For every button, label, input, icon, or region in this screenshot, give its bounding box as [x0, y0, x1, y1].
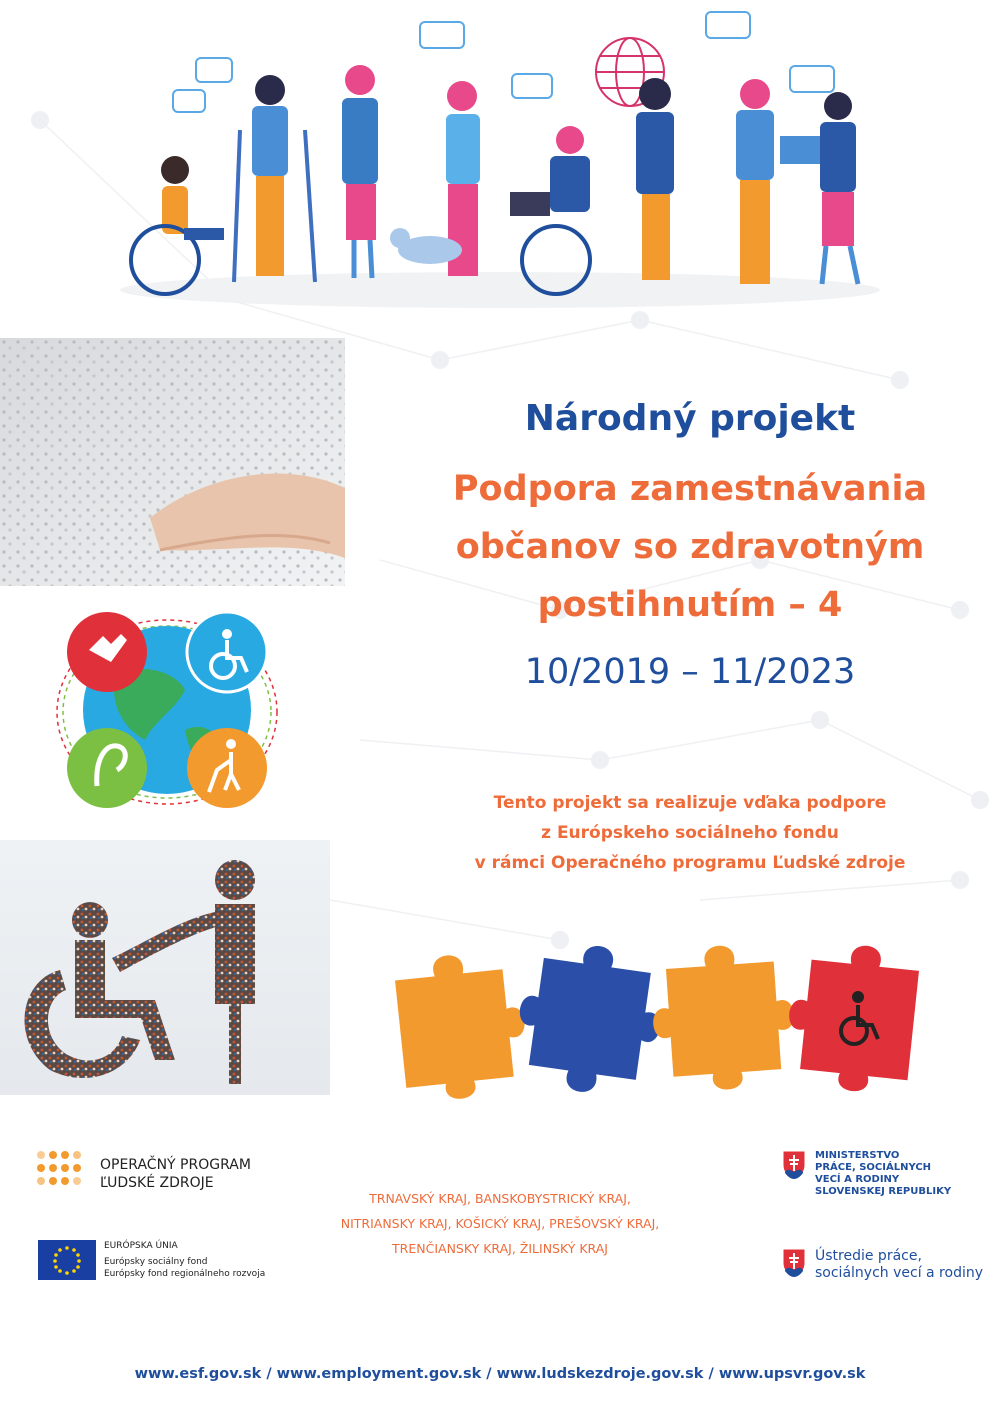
- upsvr-line: Ústredie práce,: [815, 1248, 922, 1264]
- regions-line: TRENČIANSKY KRAJ, ŽILINSKÝ KRAJ: [392, 1241, 608, 1256]
- person-crutches: [234, 75, 315, 282]
- eu-logo-text: [104, 1240, 265, 1280]
- regions-line: TRNAVSKÝ KRAJ, BANSKOBYSTRICKÝ KRAJ,: [369, 1191, 631, 1206]
- upsvr-logo-text: [815, 1248, 983, 1282]
- project-title-line: občanov so zdravotným: [455, 527, 925, 567]
- puzzle-piece-orange: [648, 941, 799, 1094]
- project-label: Národný projekt: [524, 398, 856, 439]
- person-blind-with-dog: [390, 81, 480, 276]
- hearing-icon: [67, 728, 147, 808]
- op-logo-line: ĽUDSKÉ ZDROJE: [100, 1175, 214, 1191]
- person-woman-talking: [636, 78, 674, 280]
- regions-list: [290, 1186, 710, 1261]
- funding-statement: [380, 788, 1000, 878]
- puzzle-pieces: [390, 935, 940, 1115]
- eu-logo-line: Európsky sociálny fond: [104, 1257, 208, 1267]
- op-logo-icon: [36, 1150, 86, 1190]
- funding-line: z Európskeho sociálneho fondu: [541, 823, 839, 843]
- ministry-line: PRÁCE, SOCIÁLNYCH: [815, 1162, 932, 1173]
- braille-photo: [0, 338, 345, 586]
- person-wheelchair-woman: [131, 156, 224, 294]
- person-woman-laptop: [780, 92, 858, 284]
- regions-line: NITRIANSKY KRAJ, KOŠICKÝ KRAJ, PREŠOVSKÝ KRAJ,: [340, 1216, 660, 1231]
- accessibility-globe: [55, 610, 280, 810]
- puzzle-piece-red: [782, 938, 921, 1096]
- eu-logo-line: EURÓPSKA ÚNIA: [104, 1241, 178, 1251]
- eu-logo-line: Európsky fond regionálneho rozvoja: [104, 1269, 266, 1279]
- person-prosthetic: [342, 65, 378, 278]
- crowd-accessibility-photo: [0, 840, 330, 1095]
- project-title: [380, 460, 1000, 634]
- footer-websites[interactable]: www.esf.gov.sk / www.employment.gov.sk / www.ludskezdroje.gov.sk / www.upsvr.gov.sk: [134, 1366, 866, 1382]
- slovak-crest-icon: [782, 1150, 806, 1180]
- project-title-line: Podpora zamestnávania: [452, 469, 928, 509]
- sign-language-icon: [67, 612, 147, 692]
- ministry-line: SLOVENSKEJ REPUBLIKY: [815, 1186, 952, 1197]
- person-man-talking: [736, 79, 774, 284]
- op-logo-line: OPERAČNÝ PROGRAM: [100, 1157, 251, 1173]
- slovak-crest-icon: [782, 1248, 806, 1278]
- upsvr-line: sociálnych vecí a rodiny: [815, 1265, 984, 1281]
- ministry-line: MINISTERSTVO: [815, 1150, 900, 1161]
- wheelchair-icon: [187, 612, 267, 692]
- ministry-logo-text: [815, 1150, 951, 1198]
- puzzle-piece-blue: [510, 936, 670, 1101]
- op-logo-text: [100, 1156, 251, 1192]
- eu-flag-icon: [38, 1240, 96, 1280]
- people-illustration: [110, 10, 890, 310]
- project-dates: 10/2019 – 11/2023: [524, 652, 856, 692]
- puzzle-piece-orange: [393, 948, 532, 1104]
- blind-person-icon: [187, 728, 267, 808]
- funding-line: v rámci Operačného programu Ľudské zdroje: [474, 853, 906, 873]
- person-wheelchair-laptop: [510, 126, 590, 294]
- project-title-line: postihnutím – 4: [537, 585, 843, 625]
- funding-line: Tento projekt sa realizuje vďaka podpore: [493, 793, 887, 813]
- ministry-line: VECÍ A RODINY: [815, 1174, 900, 1185]
